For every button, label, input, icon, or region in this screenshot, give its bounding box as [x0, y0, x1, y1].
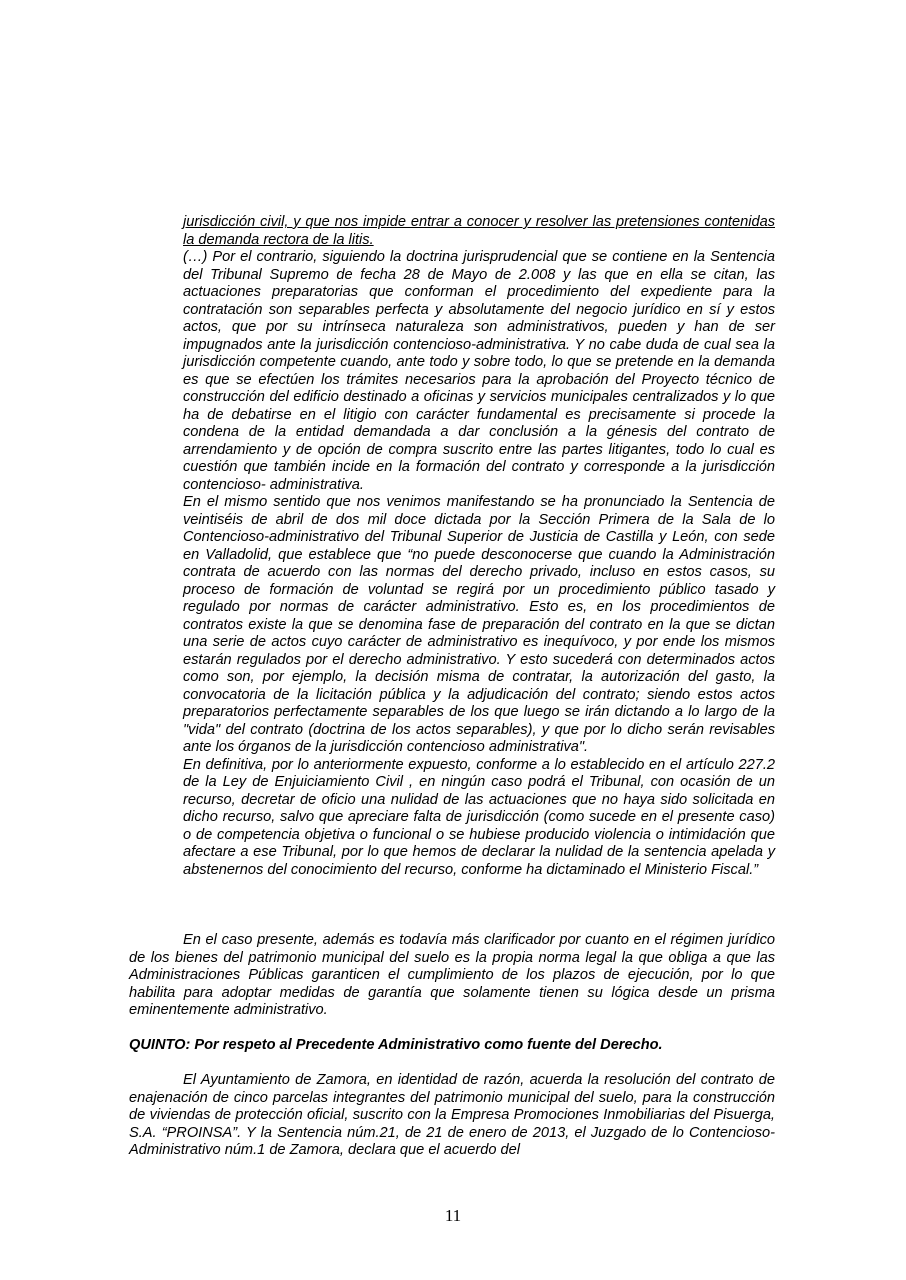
quoted-judgment-block: [183, 214, 775, 879]
body-paragraph-case-block: [129, 932, 775, 1020]
body-paragraph-zamora: El Ayuntamiento de Zamora, en identidad de razón, acuerda la resolución del contrato de enajenación de cinco parcelas integrantes del patrimonio municipal del suelo, para la construcción de viviendas de protección oficial, suscrito con la Empresa Promociones Inmobiliarias del Pisuerga, S.A. “PROINSA”. Y la Sentencia núm.21, de 21 de enero de 2013, el Juzgado de lo Contencioso-Administrativo núm.1 de Zamora, declara que el acuerdo del: [129, 1072, 775, 1158]
body-paragraph-zamora-block: [129, 1072, 775, 1160]
body-paragraph-case: En el caso presente, además es todavía más clarificador por cuanto en el régimen jurídico de los bienes del patrimonio municipal del suelo es la propia norma legal la que obliga a que las Administraciones Públicas garanticen el cumplimiento de los plazos de ejecución, por lo que habilita para adoptar medidas de garantía que solamente tienen su lógica desde un prisma eminentemente administrativo.: [129, 932, 775, 1018]
page-number: 11: [444, 1206, 462, 1225]
quote-underlined-intro: jurisdicción civil, y que nos impide entrar a conocer y resolver las pretensiones contenidas la demanda rectora de la litis.: [183, 214, 775, 248]
quote-paragraph-supreme-court: (…) Por el contrario, siguiendo la doctrina jurisprudencial que se contiene en la Sentencia del Tribunal Supremo de fecha 28 de Mayo de 2.008 y las que en ella se citan, las actuaciones preparatorias que conforman el procedimiento del expediente para la contratación son separables perfecta y absolutamente del negocio jurídico en sí y estos actos, que por su intrínseca naturaleza son administrativos, pueden y han de ser impugnados ante la jurisdicción contencioso-administrativa. Y no cabe duda de cual sea la jurisdicción competente cuando, ante todo y sobre todo, lo que se pretende en la demanda es que se efectúen los trámites necesarios para la aprobación del Proyecto técnico de construcción del edificio destinado a oficinas y servicios municipales centralizados y lo que ha de debatirse en el litigio con carácter fundamental es precisamente si procede la condena de la entidad demandada a dar conclusión a la génesis del contrato de arrendamiento y de opción de compra suscrito entre las partes litigantes, todo lo cual es cuestión que también incide en la formación del contrato y corresponde a la jurisdicción contencioso- administrativa.: [183, 249, 775, 493]
quote-paragraph-tsj-castilla-leon: En el mismo sentido que nos venimos manifestando se ha pronunciado la Sentencia de veintiséis de abril de dos mil doce dictada por la Sección Primera de la Sala de lo Contencioso-administrativo del Tribunal Superior de Justicia de Castilla y León, con sede en Valladolid, que establece que “no puede desconocerse que cuando la Administración contrata de acuerdo con las normas del derecho privado, incluso en estos casos, su proceso de formación de voluntad se regirá por un procedimiento público tasado y regulado por normas de carácter administrativo. Esto es, en los procedimientos de contratos existe la que se denomina fase de preparación del contrato en la que se dictan una serie de actos cuyo carácter de administrativo es inequívoco, y por ende los mismos estarán regulados por el derecho administrativo. Y esto sucederá con determinados actos como son, por ejemplo, la decisión misma de contratar, la autorización del gasto, la convocatoria de la licitación pública y la adjudicación del contrato; siendo estos actos preparatorios perfectamente separables de los que luego se irán dictando a lo largo de la "vida" del contrato (doctrina de los actos separables), y que por lo dicho serán revisables ante los órganos de la jurisdicción contencioso administrativa".: [183, 494, 775, 755]
section-heading-quinto: QUINTO: Por respeto al Precedente Administrativo como fuente del Derecho.: [129, 1037, 663, 1053]
quote-paragraph-conclusion: En definitiva, por lo anteriormente expuesto, conforme a lo establecido en el artículo 227.2 de la Ley de Enjuiciamiento Civil , en ningún caso podrá el Tribunal, con ocasión de un recurso, decretar de oficio una nulidad de las actuaciones que no haya sido solicitada en dicho recurso, salvo que apreciare falta de jurisdicción (como sucede en el presente caso) o de competencia objetiva o funcional o se hubiese producido violencia o intimidación que afectare a ese Tribunal, por lo que hemos de declarar la nulidad de la sentencia apelada y abstenernos del conocimiento del recurso, conforme ha dictaminado el Ministerio Fiscal.”: [183, 756, 775, 878]
section-heading-block: [129, 1037, 775, 1055]
